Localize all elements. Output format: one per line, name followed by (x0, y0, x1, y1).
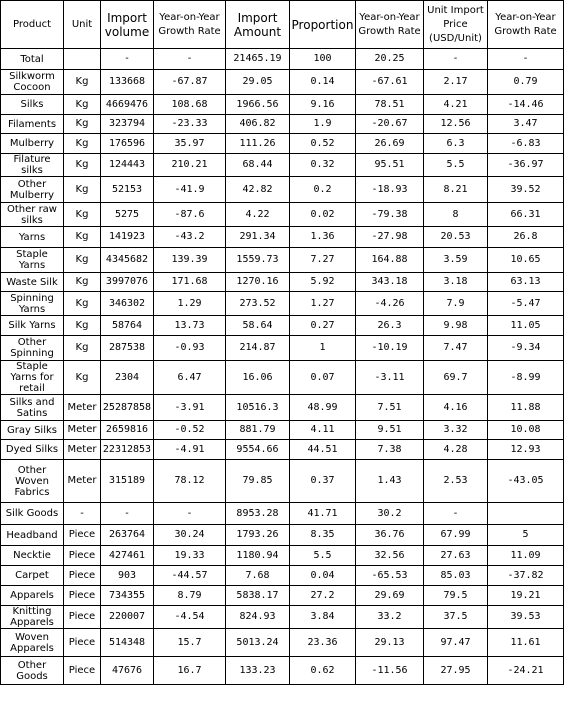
cell-amount-growth: 78.51 (356, 95, 424, 115)
table-row (1, 134, 564, 154)
table-row (1, 606, 564, 629)
cell-amount-growth: 20.25 (356, 49, 424, 70)
cell-product: Dyed Silks (1, 440, 64, 460)
cell-unit: Kg (64, 227, 101, 248)
cell-import-amount: 1559.73 (226, 248, 290, 273)
cell-price-growth: -9.34 (488, 336, 564, 361)
column-header-unit: Unit (64, 1, 101, 49)
cell-unit: Piece (64, 566, 101, 586)
cell-price-growth: -43.05 (488, 460, 564, 503)
cell-amount-growth: 164.88 (356, 248, 424, 273)
cell-unit-price: 27.95 (424, 657, 488, 685)
cell-import-amount: 29.05 (226, 70, 290, 95)
cell-import-amount: 8953.28 (226, 503, 290, 525)
cell-proportion: 7.27 (290, 248, 356, 273)
table-row (1, 460, 564, 503)
cell-import-volume: - (101, 503, 154, 525)
cell-import-volume: 141923 (101, 227, 154, 248)
cell-import-volume: 133668 (101, 70, 154, 95)
cell-unit-price: 8.21 (424, 177, 488, 203)
cell-amount-growth: 26.69 (356, 134, 424, 154)
cell-import-volume: 2304 (101, 361, 154, 395)
cell-volume-growth: 35.97 (154, 134, 226, 154)
table-row (1, 49, 564, 70)
cell-amount-growth: 33.2 (356, 606, 424, 629)
cell-import-amount: 7.68 (226, 566, 290, 586)
cell-amount-growth: 1.43 (356, 460, 424, 503)
cell-volume-growth: 139.39 (154, 248, 226, 273)
cell-unit: Kg (64, 248, 101, 273)
cell-proportion: 100 (290, 49, 356, 70)
cell-unit-price: 20.53 (424, 227, 488, 248)
cell-unit: Kg (64, 203, 101, 227)
column-header-product: Product (1, 1, 64, 49)
cell-import-volume: 58764 (101, 316, 154, 336)
cell-unit-price: 97.47 (424, 629, 488, 657)
table-row (1, 248, 564, 273)
table-row (1, 525, 564, 546)
cell-volume-growth: -0.52 (154, 421, 226, 440)
cell-volume-growth: -23.33 (154, 115, 226, 134)
cell-proportion: 0.32 (290, 154, 356, 177)
cell-proportion: 1 (290, 336, 356, 361)
table-row (1, 177, 564, 203)
cell-price-growth: 0.79 (488, 70, 564, 95)
column-header-import-volume: Import volume (101, 1, 154, 49)
cell-unit-price: - (424, 49, 488, 70)
cell-amount-growth: 36.76 (356, 525, 424, 546)
cell-price-growth: 11.05 (488, 316, 564, 336)
cell-product: Staple Yarns (1, 248, 64, 273)
cell-unit-price: 3.18 (424, 273, 488, 292)
cell-product: Filature silks (1, 154, 64, 177)
cell-product: Total (1, 49, 64, 70)
cell-unit-price: - (424, 503, 488, 525)
table-row (1, 629, 564, 657)
cell-volume-growth: -43.2 (154, 227, 226, 248)
cell-import-amount: 4.22 (226, 203, 290, 227)
cell-import-amount: 5013.24 (226, 629, 290, 657)
cell-volume-growth: -44.57 (154, 566, 226, 586)
cell-amount-growth: 29.13 (356, 629, 424, 657)
table-row (1, 273, 564, 292)
cell-product: Other Goods (1, 657, 64, 685)
cell-volume-growth: -3.91 (154, 395, 226, 421)
cell-unit (64, 49, 101, 70)
cell-import-volume: 4669476 (101, 95, 154, 115)
table-row (1, 421, 564, 440)
table-row (1, 440, 564, 460)
cell-proportion: 1.9 (290, 115, 356, 134)
table-row (1, 316, 564, 336)
cell-unit: Meter (64, 460, 101, 503)
table-row (1, 154, 564, 177)
column-header-proportion: Proportion (290, 1, 356, 49)
cell-proportion: 0.02 (290, 203, 356, 227)
cell-import-volume: 323794 (101, 115, 154, 134)
cell-proportion: 1.36 (290, 227, 356, 248)
cell-proportion: 23.36 (290, 629, 356, 657)
cell-proportion: 44.51 (290, 440, 356, 460)
cell-volume-growth: 1.29 (154, 292, 226, 316)
cell-unit: Piece (64, 525, 101, 546)
cell-amount-growth: 29.69 (356, 586, 424, 606)
cell-unit-price: 85.03 (424, 566, 488, 586)
cell-product: Necktie (1, 546, 64, 566)
cell-volume-growth: 16.7 (154, 657, 226, 685)
table-row (1, 292, 564, 316)
cell-unit: Meter (64, 440, 101, 460)
cell-amount-growth: -27.98 (356, 227, 424, 248)
cell-volume-growth: 15.7 (154, 629, 226, 657)
cell-proportion: 0.52 (290, 134, 356, 154)
cell-product: Filaments (1, 115, 64, 134)
table-row (1, 546, 564, 566)
cell-price-growth: 11.61 (488, 629, 564, 657)
cell-unit-price: 5.5 (424, 154, 488, 177)
cell-price-growth: 26.8 (488, 227, 564, 248)
table-row (1, 395, 564, 421)
cell-import-amount: 10516.3 (226, 395, 290, 421)
table-row (1, 95, 564, 115)
cell-product: Silk Goods (1, 503, 64, 525)
cell-amount-growth: 30.2 (356, 503, 424, 525)
cell-unit: Meter (64, 421, 101, 440)
cell-price-growth: 39.52 (488, 177, 564, 203)
cell-proportion: 41.71 (290, 503, 356, 525)
cell-unit-price: 12.56 (424, 115, 488, 134)
cell-import-amount: 16.06 (226, 361, 290, 395)
cell-unit: Piece (64, 657, 101, 685)
cell-price-growth: 63.13 (488, 273, 564, 292)
cell-price-growth: 12.93 (488, 440, 564, 460)
cell-unit-price: 6.3 (424, 134, 488, 154)
cell-proportion: 48.99 (290, 395, 356, 421)
cell-product: Silks (1, 95, 64, 115)
cell-price-growth: 10.65 (488, 248, 564, 273)
cell-product: Other Woven Fabrics (1, 460, 64, 503)
cell-import-amount: 1966.56 (226, 95, 290, 115)
cell-import-amount: 21465.19 (226, 49, 290, 70)
cell-proportion: 5.92 (290, 273, 356, 292)
cell-amount-growth: -3.11 (356, 361, 424, 395)
cell-amount-growth: -20.67 (356, 115, 424, 134)
cell-price-growth: -5.47 (488, 292, 564, 316)
cell-proportion: 0.07 (290, 361, 356, 395)
cell-import-volume: 734355 (101, 586, 154, 606)
cell-unit: Meter (64, 395, 101, 421)
cell-unit-price: 3.32 (424, 421, 488, 440)
cell-product: Silk Yarns (1, 316, 64, 336)
table-row (1, 115, 564, 134)
cell-price-growth: 10.08 (488, 421, 564, 440)
cell-unit: Kg (64, 154, 101, 177)
cell-product: Yarns (1, 227, 64, 248)
table-row (1, 361, 564, 395)
table-row (1, 336, 564, 361)
cell-unit: Piece (64, 629, 101, 657)
table-row (1, 657, 564, 685)
cell-unit-price: 3.59 (424, 248, 488, 273)
cell-volume-growth: 30.24 (154, 525, 226, 546)
cell-import-amount: 1270.16 (226, 273, 290, 292)
cell-product: Knitting Apparels (1, 606, 64, 629)
cell-price-growth: -8.99 (488, 361, 564, 395)
cell-amount-growth: 9.51 (356, 421, 424, 440)
cell-unit: Kg (64, 361, 101, 395)
cell-import-amount: 133.23 (226, 657, 290, 685)
cell-amount-growth: -18.93 (356, 177, 424, 203)
cell-import-volume: 903 (101, 566, 154, 586)
cell-product: Apparels (1, 586, 64, 606)
column-header-volume-growth: Year-on-Year Growth Rate (154, 1, 226, 49)
column-header-amount-growth: Year-on-Year Growth Rate (356, 1, 424, 49)
cell-price-growth: 11.88 (488, 395, 564, 421)
cell-unit-price: 67.99 (424, 525, 488, 546)
cell-import-volume: 514348 (101, 629, 154, 657)
column-header-price-growth: Year-on-Year Growth Rate (488, 1, 564, 49)
cell-product: Woven Apparels (1, 629, 64, 657)
cell-price-growth: -24.21 (488, 657, 564, 685)
cell-import-amount: 824.93 (226, 606, 290, 629)
cell-product: Silkworm Cocoon (1, 70, 64, 95)
cell-volume-growth: -87.6 (154, 203, 226, 227)
cell-import-volume: 263764 (101, 525, 154, 546)
cell-import-volume: 22312853 (101, 440, 154, 460)
cell-import-amount: 79.85 (226, 460, 290, 503)
cell-product: Other raw silks (1, 203, 64, 227)
cell-proportion: 0.62 (290, 657, 356, 685)
cell-unit: Kg (64, 316, 101, 336)
cell-unit-price: 8 (424, 203, 488, 227)
cell-proportion: 0.27 (290, 316, 356, 336)
cell-price-growth: 3.47 (488, 115, 564, 134)
cell-import-amount: 1793.26 (226, 525, 290, 546)
cell-unit: Kg (64, 177, 101, 203)
cell-import-volume: 5275 (101, 203, 154, 227)
cell-unit-price: 4.21 (424, 95, 488, 115)
table-row (1, 203, 564, 227)
cell-proportion: 0.2 (290, 177, 356, 203)
cell-amount-growth: -65.53 (356, 566, 424, 586)
cell-price-growth: -36.97 (488, 154, 564, 177)
cell-import-amount: 42.82 (226, 177, 290, 203)
cell-volume-growth: -41.9 (154, 177, 226, 203)
cell-unit-price: 37.5 (424, 606, 488, 629)
cell-unit: Kg (64, 70, 101, 95)
cell-unit: Piece (64, 586, 101, 606)
cell-import-volume: 176596 (101, 134, 154, 154)
cell-import-amount: 9554.66 (226, 440, 290, 460)
cell-product: Other Spinning (1, 336, 64, 361)
header-row (1, 1, 564, 49)
cell-price-growth: -14.46 (488, 95, 564, 115)
cell-import-volume: 124443 (101, 154, 154, 177)
cell-price-growth: 5 (488, 525, 564, 546)
cell-unit-price: 2.17 (424, 70, 488, 95)
cell-price-growth: -6.83 (488, 134, 564, 154)
cell-price-growth: 11.09 (488, 546, 564, 566)
cell-proportion: 0.14 (290, 70, 356, 95)
cell-unit: Kg (64, 273, 101, 292)
cell-unit-price: 7.9 (424, 292, 488, 316)
cell-import-volume: 287538 (101, 336, 154, 361)
cell-unit: Piece (64, 546, 101, 566)
cell-import-volume: 346302 (101, 292, 154, 316)
cell-proportion: 27.2 (290, 586, 356, 606)
cell-price-growth: - (488, 49, 564, 70)
cell-product: Gray Silks (1, 421, 64, 440)
cell-product: Silks and Satins (1, 395, 64, 421)
cell-unit-price: 69.7 (424, 361, 488, 395)
cell-volume-growth: 108.68 (154, 95, 226, 115)
cell-import-volume: 220007 (101, 606, 154, 629)
cell-amount-growth: -11.56 (356, 657, 424, 685)
cell-unit: Piece (64, 606, 101, 629)
cell-volume-growth: -67.87 (154, 70, 226, 95)
cell-proportion: 3.84 (290, 606, 356, 629)
cell-import-amount: 291.34 (226, 227, 290, 248)
column-header-import-amount: Import Amount (226, 1, 290, 49)
cell-import-amount: 214.87 (226, 336, 290, 361)
table-row (1, 586, 564, 606)
cell-import-amount: 881.79 (226, 421, 290, 440)
cell-unit: Kg (64, 292, 101, 316)
cell-proportion: 9.16 (290, 95, 356, 115)
cell-unit: Kg (64, 134, 101, 154)
cell-import-amount: 273.52 (226, 292, 290, 316)
cell-unit: Kg (64, 115, 101, 134)
cell-import-volume: 315189 (101, 460, 154, 503)
cell-unit-price: 4.28 (424, 440, 488, 460)
cell-amount-growth: 26.3 (356, 316, 424, 336)
cell-volume-growth: 8.79 (154, 586, 226, 606)
cell-amount-growth: 7.51 (356, 395, 424, 421)
cell-amount-growth: 343.18 (356, 273, 424, 292)
cell-unit-price: 2.53 (424, 460, 488, 503)
cell-volume-growth: -4.54 (154, 606, 226, 629)
table-row (1, 503, 564, 525)
cell-proportion: 5.5 (290, 546, 356, 566)
cell-unit: - (64, 503, 101, 525)
cell-amount-growth: 95.51 (356, 154, 424, 177)
cell-volume-growth: 6.47 (154, 361, 226, 395)
cell-import-amount: 111.26 (226, 134, 290, 154)
cell-product: Headband (1, 525, 64, 546)
cell-import-amount: 1180.94 (226, 546, 290, 566)
cell-proportion: 0.37 (290, 460, 356, 503)
cell-product: Carpet (1, 566, 64, 586)
cell-volume-growth: 210.21 (154, 154, 226, 177)
cell-product: Waste Silk (1, 273, 64, 292)
cell-amount-growth: -79.38 (356, 203, 424, 227)
column-header-unit-price: Unit Import Price (USD/Unit) (424, 1, 488, 49)
cell-volume-growth: 171.68 (154, 273, 226, 292)
cell-unit: Kg (64, 95, 101, 115)
cell-volume-growth: 19.33 (154, 546, 226, 566)
cell-amount-growth: -10.19 (356, 336, 424, 361)
cell-import-volume: - (101, 49, 154, 70)
cell-amount-growth: -67.61 (356, 70, 424, 95)
table-body (1, 49, 564, 685)
cell-proportion: 1.27 (290, 292, 356, 316)
cell-product: Mulberry (1, 134, 64, 154)
cell-product: Other Mulberry (1, 177, 64, 203)
cell-proportion: 8.35 (290, 525, 356, 546)
cell-import-volume: 427461 (101, 546, 154, 566)
cell-import-volume: 25287858 (101, 395, 154, 421)
cell-volume-growth: 78.12 (154, 460, 226, 503)
cell-price-growth: 66.31 (488, 203, 564, 227)
cell-price-growth (488, 503, 564, 525)
cell-proportion: 0.04 (290, 566, 356, 586)
cell-import-volume: 47676 (101, 657, 154, 685)
cell-unit-price: 7.47 (424, 336, 488, 361)
cell-unit: Kg (64, 336, 101, 361)
cell-volume-growth: -4.91 (154, 440, 226, 460)
cell-amount-growth: 7.38 (356, 440, 424, 460)
cell-product: Spinning Yarns (1, 292, 64, 316)
cell-import-amount: 68.44 (226, 154, 290, 177)
cell-import-volume: 2659816 (101, 421, 154, 440)
cell-unit-price: 9.98 (424, 316, 488, 336)
cell-import-volume: 52153 (101, 177, 154, 203)
cell-volume-growth: 13.73 (154, 316, 226, 336)
cell-price-growth: 19.21 (488, 586, 564, 606)
cell-price-growth: -37.82 (488, 566, 564, 586)
cell-volume-growth: - (154, 503, 226, 525)
cell-unit-price: 4.16 (424, 395, 488, 421)
cell-volume-growth: - (154, 49, 226, 70)
table-row (1, 566, 564, 586)
cell-product: Staple Yarns for retail (1, 361, 64, 395)
cell-volume-growth: -0.93 (154, 336, 226, 361)
cell-import-volume: 4345682 (101, 248, 154, 273)
cell-amount-growth: 32.56 (356, 546, 424, 566)
cell-amount-growth: -4.26 (356, 292, 424, 316)
table-row (1, 70, 564, 95)
cell-import-amount: 5838.17 (226, 586, 290, 606)
cell-import-volume: 3997076 (101, 273, 154, 292)
cell-import-amount: 406.82 (226, 115, 290, 134)
cell-price-growth: 39.53 (488, 606, 564, 629)
table-row (1, 227, 564, 248)
cell-unit-price: 79.5 (424, 586, 488, 606)
cell-import-amount: 58.64 (226, 316, 290, 336)
cell-unit-price: 27.63 (424, 546, 488, 566)
cell-proportion: 4.11 (290, 421, 356, 440)
